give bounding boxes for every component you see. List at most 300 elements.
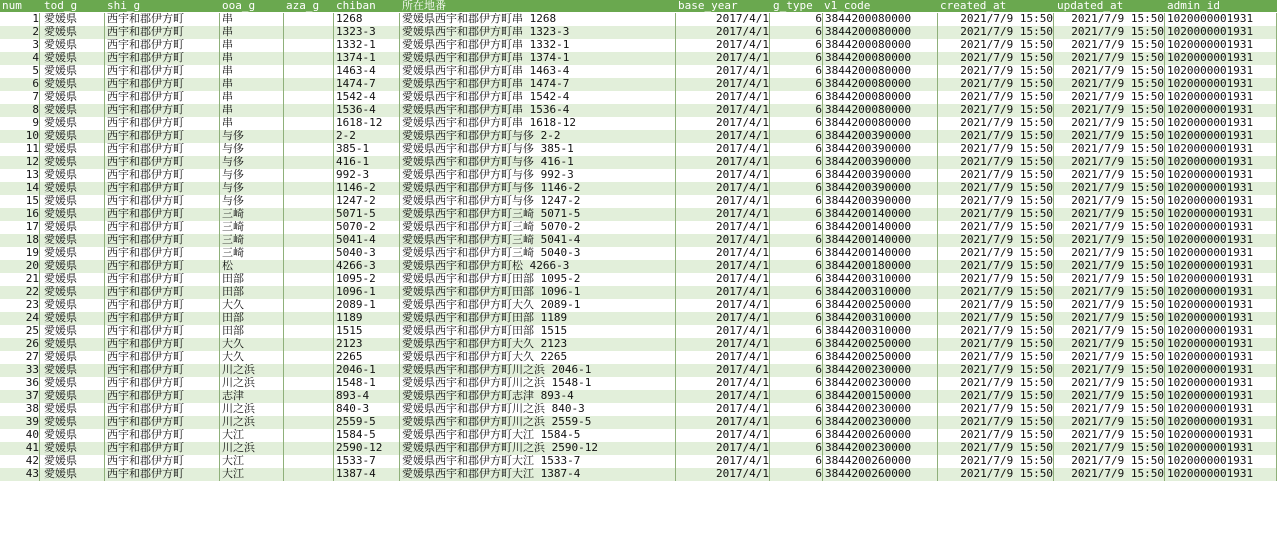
cell-shi-g[interactable]: 西宇和郡伊方町 <box>105 312 220 325</box>
cell-base-year[interactable]: 2017/4/1 <box>676 117 770 130</box>
cell-v1-code[interactable]: 3844200250000 <box>823 338 938 351</box>
header-created-at[interactable]: created_at <box>940 0 1007 12</box>
cell-admin-id[interactable]: 1020000001931 <box>1165 13 1277 26</box>
cell-updated-at[interactable]: 2021/7/9 15:50 <box>1055 351 1165 364</box>
cell-g-type[interactable]: 6 <box>771 130 823 143</box>
cell-aza-g[interactable] <box>284 39 334 52</box>
cell-aza-g[interactable] <box>284 325 334 338</box>
cell-shi-g[interactable]: 西宇和郡伊方町 <box>105 221 220 234</box>
cell-num[interactable]: 24 <box>0 312 40 325</box>
cell-chiban[interactable]: 2089-1 <box>334 299 400 312</box>
cell-num[interactable]: 11 <box>0 143 40 156</box>
cell-admin-id[interactable]: 1020000001931 <box>1165 52 1277 65</box>
cell-address[interactable]: 愛媛県西宇和郡伊方町与侈 1247-2 <box>400 195 676 208</box>
cell-aza-g[interactable] <box>284 273 334 286</box>
cell-ooa-g[interactable]: 三崎 <box>220 247 284 260</box>
cell-v1-code[interactable]: 3844200080000 <box>823 26 938 39</box>
cell-created-at[interactable]: 2021/7/9 15:50 <box>938 403 1054 416</box>
cell-ooa-g[interactable]: 田部 <box>220 273 284 286</box>
cell-aza-g[interactable] <box>284 13 334 26</box>
cell-created-at[interactable]: 2021/7/9 15:50 <box>938 13 1054 26</box>
cell-g-type[interactable]: 6 <box>771 208 823 221</box>
cell-base-year[interactable]: 2017/4/1 <box>676 325 770 338</box>
cell-chiban[interactable]: 1323-3 <box>334 26 400 39</box>
cell-chiban[interactable]: 1474-7 <box>334 78 400 91</box>
cell-aza-g[interactable] <box>284 455 334 468</box>
cell-base-year[interactable]: 2017/4/1 <box>676 195 770 208</box>
cell-created-at[interactable]: 2021/7/9 15:50 <box>938 312 1054 325</box>
cell-shi-g[interactable]: 西宇和郡伊方町 <box>105 273 220 286</box>
cell-shi-g[interactable]: 西宇和郡伊方町 <box>105 117 220 130</box>
cell-v1-code[interactable]: 3844200250000 <box>823 351 938 364</box>
cell-shi-g[interactable]: 西宇和郡伊方町 <box>105 208 220 221</box>
cell-address[interactable]: 愛媛県西宇和郡伊方町三崎 5041-4 <box>400 234 676 247</box>
cell-aza-g[interactable] <box>284 182 334 195</box>
cell-admin-id[interactable]: 1020000001931 <box>1165 182 1277 195</box>
cell-created-at[interactable]: 2021/7/9 15:50 <box>938 104 1054 117</box>
cell-base-year[interactable]: 2017/4/1 <box>676 286 770 299</box>
cell-address[interactable]: 愛媛県西宇和郡伊方町川之浜 2559-5 <box>400 416 676 429</box>
cell-base-year[interactable]: 2017/4/1 <box>676 156 770 169</box>
cell-address[interactable]: 愛媛県西宇和郡伊方町三崎 5071-5 <box>400 208 676 221</box>
cell-v1-code[interactable]: 3844200080000 <box>823 13 938 26</box>
cell-address[interactable]: 愛媛県西宇和郡伊方町与侈 992-3 <box>400 169 676 182</box>
cell-admin-id[interactable]: 1020000001931 <box>1165 286 1277 299</box>
cell-v1-code[interactable]: 3844200080000 <box>823 104 938 117</box>
cell-g-type[interactable]: 6 <box>771 26 823 39</box>
header-shi-g[interactable]: shi_g <box>107 0 141 12</box>
cell-admin-id[interactable]: 1020000001931 <box>1165 169 1277 182</box>
cell-g-type[interactable]: 6 <box>771 260 823 273</box>
cell-chiban[interactable]: 1096-1 <box>334 286 400 299</box>
cell-base-year[interactable]: 2017/4/1 <box>676 13 770 26</box>
cell-admin-id[interactable]: 1020000001931 <box>1165 390 1277 403</box>
cell-v1-code[interactable]: 3844200390000 <box>823 143 938 156</box>
cell-aza-g[interactable] <box>284 221 334 234</box>
cell-num[interactable]: 42 <box>0 455 40 468</box>
cell-shi-g[interactable]: 西宇和郡伊方町 <box>105 429 220 442</box>
cell-g-type[interactable]: 6 <box>771 312 823 325</box>
cell-created-at[interactable]: 2021/7/9 15:50 <box>938 416 1054 429</box>
cell-g-type[interactable]: 6 <box>771 338 823 351</box>
cell-created-at[interactable]: 2021/7/9 15:50 <box>938 221 1054 234</box>
cell-address[interactable]: 愛媛県西宇和郡伊方町与侈 2-2 <box>400 130 676 143</box>
cell-v1-code[interactable]: 3844200180000 <box>823 260 938 273</box>
cell-chiban[interactable]: 2559-5 <box>334 416 400 429</box>
cell-num[interactable]: 39 <box>0 416 40 429</box>
cell-g-type[interactable]: 6 <box>771 169 823 182</box>
cell-shi-g[interactable]: 西宇和郡伊方町 <box>105 325 220 338</box>
cell-base-year[interactable]: 2017/4/1 <box>676 260 770 273</box>
cell-admin-id[interactable]: 1020000001931 <box>1165 273 1277 286</box>
cell-created-at[interactable]: 2021/7/9 15:50 <box>938 468 1054 481</box>
cell-g-type[interactable]: 6 <box>771 182 823 195</box>
cell-v1-code[interactable]: 3844200140000 <box>823 234 938 247</box>
cell-shi-g[interactable]: 西宇和郡伊方町 <box>105 13 220 26</box>
cell-created-at[interactable]: 2021/7/9 15:50 <box>938 390 1054 403</box>
cell-base-year[interactable]: 2017/4/1 <box>676 91 770 104</box>
cell-g-type[interactable]: 6 <box>771 234 823 247</box>
cell-g-type[interactable]: 6 <box>771 364 823 377</box>
cell-g-type[interactable]: 6 <box>771 13 823 26</box>
cell-v1-code[interactable]: 3844200080000 <box>823 65 938 78</box>
cell-updated-at[interactable]: 2021/7/9 15:50 <box>1055 13 1165 26</box>
cell-g-type[interactable]: 6 <box>771 117 823 130</box>
cell-aza-g[interactable] <box>284 104 334 117</box>
cell-updated-at[interactable]: 2021/7/9 15:50 <box>1055 182 1165 195</box>
cell-updated-at[interactable]: 2021/7/9 15:50 <box>1055 403 1165 416</box>
cell-shi-g[interactable]: 西宇和郡伊方町 <box>105 156 220 169</box>
cell-updated-at[interactable]: 2021/7/9 15:50 <box>1055 169 1165 182</box>
cell-tod-g[interactable]: 愛媛県 <box>42 39 105 52</box>
cell-aza-g[interactable] <box>284 286 334 299</box>
cell-shi-g[interactable]: 西宇和郡伊方町 <box>105 130 220 143</box>
cell-tod-g[interactable]: 愛媛県 <box>42 273 105 286</box>
cell-num[interactable]: 26 <box>0 338 40 351</box>
cell-g-type[interactable]: 6 <box>771 351 823 364</box>
cell-created-at[interactable]: 2021/7/9 15:50 <box>938 455 1054 468</box>
cell-aza-g[interactable] <box>284 208 334 221</box>
cell-v1-code[interactable]: 3844200140000 <box>823 208 938 221</box>
cell-aza-g[interactable] <box>284 65 334 78</box>
cell-tod-g[interactable]: 愛媛県 <box>42 182 105 195</box>
cell-v1-code[interactable]: 3844200230000 <box>823 442 938 455</box>
cell-num[interactable]: 17 <box>0 221 40 234</box>
cell-updated-at[interactable]: 2021/7/9 15:50 <box>1055 442 1165 455</box>
cell-aza-g[interactable] <box>284 468 334 481</box>
cell-address[interactable]: 愛媛県西宇和郡伊方町志津 893-4 <box>400 390 676 403</box>
cell-aza-g[interactable] <box>284 364 334 377</box>
cell-tod-g[interactable]: 愛媛県 <box>42 455 105 468</box>
cell-tod-g[interactable]: 愛媛県 <box>42 429 105 442</box>
cell-ooa-g[interactable]: 与侈 <box>220 143 284 156</box>
cell-ooa-g[interactable]: 川之浜 <box>220 403 284 416</box>
cell-v1-code[interactable]: 3844200260000 <box>823 455 938 468</box>
cell-ooa-g[interactable]: 田部 <box>220 312 284 325</box>
cell-admin-id[interactable]: 1020000001931 <box>1165 39 1277 52</box>
cell-chiban[interactable]: 1332-1 <box>334 39 400 52</box>
header-aza-g[interactable]: aza_g <box>286 0 320 12</box>
cell-admin-id[interactable]: 1020000001931 <box>1165 468 1277 481</box>
cell-tod-g[interactable]: 愛媛県 <box>42 312 105 325</box>
cell-address[interactable]: 愛媛県西宇和郡伊方町串 1618-12 <box>400 117 676 130</box>
cell-base-year[interactable]: 2017/4/1 <box>676 468 770 481</box>
cell-shi-g[interactable]: 西宇和郡伊方町 <box>105 286 220 299</box>
cell-ooa-g[interactable]: 川之浜 <box>220 377 284 390</box>
cell-g-type[interactable]: 6 <box>771 104 823 117</box>
cell-tod-g[interactable]: 愛媛県 <box>42 169 105 182</box>
cell-tod-g[interactable]: 愛媛県 <box>42 468 105 481</box>
cell-v1-code[interactable]: 3844200390000 <box>823 195 938 208</box>
cell-v1-code[interactable]: 3844200310000 <box>823 325 938 338</box>
cell-updated-at[interactable]: 2021/7/9 15:50 <box>1055 117 1165 130</box>
cell-g-type[interactable]: 6 <box>771 286 823 299</box>
cell-created-at[interactable]: 2021/7/9 15:50 <box>938 351 1054 364</box>
cell-address[interactable]: 愛媛県西宇和郡伊方町川之浜 840-3 <box>400 403 676 416</box>
cell-ooa-g[interactable]: 与侈 <box>220 182 284 195</box>
cell-created-at[interactable]: 2021/7/9 15:50 <box>938 234 1054 247</box>
cell-num[interactable]: 23 <box>0 299 40 312</box>
cell-created-at[interactable]: 2021/7/9 15:50 <box>938 52 1054 65</box>
cell-updated-at[interactable]: 2021/7/9 15:50 <box>1055 156 1165 169</box>
cell-address[interactable]: 愛媛県西宇和郡伊方町与侈 385-1 <box>400 143 676 156</box>
cell-ooa-g[interactable]: 田部 <box>220 286 284 299</box>
cell-address[interactable]: 愛媛県西宇和郡伊方町田部 1096-1 <box>400 286 676 299</box>
cell-v1-code[interactable]: 3844200140000 <box>823 247 938 260</box>
cell-shi-g[interactable]: 西宇和郡伊方町 <box>105 416 220 429</box>
cell-chiban[interactable]: 1268 <box>334 13 400 26</box>
cell-base-year[interactable]: 2017/4/1 <box>676 104 770 117</box>
cell-num[interactable]: 19 <box>0 247 40 260</box>
cell-tod-g[interactable]: 愛媛県 <box>42 442 105 455</box>
cell-ooa-g[interactable]: 川之浜 <box>220 416 284 429</box>
cell-base-year[interactable]: 2017/4/1 <box>676 247 770 260</box>
cell-aza-g[interactable] <box>284 247 334 260</box>
cell-created-at[interactable]: 2021/7/9 15:50 <box>938 91 1054 104</box>
cell-address[interactable]: 愛媛県西宇和郡伊方町田部 1189 <box>400 312 676 325</box>
cell-shi-g[interactable]: 西宇和郡伊方町 <box>105 377 220 390</box>
cell-g-type[interactable]: 6 <box>771 78 823 91</box>
cell-num[interactable]: 7 <box>0 91 40 104</box>
cell-address[interactable]: 愛媛県西宇和郡伊方町田部 1095-2 <box>400 273 676 286</box>
cell-admin-id[interactable]: 1020000001931 <box>1165 260 1277 273</box>
cell-shi-g[interactable]: 西宇和郡伊方町 <box>105 338 220 351</box>
cell-created-at[interactable]: 2021/7/9 15:50 <box>938 208 1054 221</box>
cell-admin-id[interactable]: 1020000001931 <box>1165 299 1277 312</box>
cell-shi-g[interactable]: 西宇和郡伊方町 <box>105 260 220 273</box>
cell-address[interactable]: 愛媛県西宇和郡伊方町串 1474-7 <box>400 78 676 91</box>
cell-chiban[interactable]: 5070-2 <box>334 221 400 234</box>
cell-v1-code[interactable]: 3844200390000 <box>823 169 938 182</box>
cell-tod-g[interactable]: 愛媛県 <box>42 52 105 65</box>
cell-address[interactable]: 愛媛県西宇和郡伊方町川之浜 2590-12 <box>400 442 676 455</box>
cell-admin-id[interactable]: 1020000001931 <box>1165 143 1277 156</box>
cell-num[interactable]: 43 <box>0 468 40 481</box>
cell-base-year[interactable]: 2017/4/1 <box>676 182 770 195</box>
cell-admin-id[interactable]: 1020000001931 <box>1165 247 1277 260</box>
cell-shi-g[interactable]: 西宇和郡伊方町 <box>105 403 220 416</box>
cell-updated-at[interactable]: 2021/7/9 15:50 <box>1055 338 1165 351</box>
cell-admin-id[interactable]: 1020000001931 <box>1165 117 1277 130</box>
cell-chiban[interactable]: 1533-7 <box>334 455 400 468</box>
cell-created-at[interactable]: 2021/7/9 15:50 <box>938 130 1054 143</box>
cell-admin-id[interactable]: 1020000001931 <box>1165 377 1277 390</box>
cell-base-year[interactable]: 2017/4/1 <box>676 26 770 39</box>
cell-updated-at[interactable]: 2021/7/9 15:50 <box>1055 208 1165 221</box>
cell-ooa-g[interactable]: 田部 <box>220 325 284 338</box>
cell-chiban[interactable]: 5071-5 <box>334 208 400 221</box>
cell-address[interactable]: 愛媛県西宇和郡伊方町田部 1515 <box>400 325 676 338</box>
cell-num[interactable]: 15 <box>0 195 40 208</box>
cell-admin-id[interactable]: 1020000001931 <box>1165 403 1277 416</box>
cell-tod-g[interactable]: 愛媛県 <box>42 156 105 169</box>
cell-tod-g[interactable]: 愛媛県 <box>42 403 105 416</box>
cell-tod-g[interactable]: 愛媛県 <box>42 364 105 377</box>
cell-num[interactable]: 38 <box>0 403 40 416</box>
cell-chiban[interactable]: 1374-1 <box>334 52 400 65</box>
cell-v1-code[interactable]: 3844200250000 <box>823 299 938 312</box>
cell-g-type[interactable]: 6 <box>771 403 823 416</box>
cell-aza-g[interactable] <box>284 26 334 39</box>
cell-g-type[interactable]: 6 <box>771 273 823 286</box>
header-v1-code[interactable]: v1_code <box>824 0 871 12</box>
cell-g-type[interactable]: 6 <box>771 429 823 442</box>
cell-created-at[interactable]: 2021/7/9 15:50 <box>938 182 1054 195</box>
cell-g-type[interactable]: 6 <box>771 299 823 312</box>
cell-address[interactable]: 愛媛県西宇和郡伊方町大江 1387-4 <box>400 468 676 481</box>
cell-updated-at[interactable]: 2021/7/9 15:50 <box>1055 416 1165 429</box>
cell-admin-id[interactable]: 1020000001931 <box>1165 130 1277 143</box>
cell-aza-g[interactable] <box>284 169 334 182</box>
header-address[interactable]: 所在地番 <box>402 0 446 12</box>
cell-created-at[interactable]: 2021/7/9 15:50 <box>938 156 1054 169</box>
cell-ooa-g[interactable]: 三崎 <box>220 234 284 247</box>
cell-aza-g[interactable] <box>284 416 334 429</box>
cell-base-year[interactable]: 2017/4/1 <box>676 169 770 182</box>
cell-v1-code[interactable]: 3844200310000 <box>823 312 938 325</box>
cell-g-type[interactable]: 6 <box>771 39 823 52</box>
cell-num[interactable]: 36 <box>0 377 40 390</box>
cell-admin-id[interactable]: 1020000001931 <box>1165 156 1277 169</box>
cell-chiban[interactable]: 4266-3 <box>334 260 400 273</box>
cell-g-type[interactable]: 6 <box>771 325 823 338</box>
cell-chiban[interactable]: 1189 <box>334 312 400 325</box>
cell-chiban[interactable]: 1536-4 <box>334 104 400 117</box>
cell-address[interactable]: 愛媛県西宇和郡伊方町川之浜 2046-1 <box>400 364 676 377</box>
cell-chiban[interactable]: 840-3 <box>334 403 400 416</box>
cell-base-year[interactable]: 2017/4/1 <box>676 273 770 286</box>
cell-updated-at[interactable]: 2021/7/9 15:50 <box>1055 468 1165 481</box>
cell-base-year[interactable]: 2017/4/1 <box>676 78 770 91</box>
cell-v1-code[interactable]: 3844200230000 <box>823 416 938 429</box>
cell-aza-g[interactable] <box>284 52 334 65</box>
cell-address[interactable]: 愛媛県西宇和郡伊方町三崎 5070-2 <box>400 221 676 234</box>
cell-admin-id[interactable]: 1020000001931 <box>1165 208 1277 221</box>
cell-num[interactable]: 8 <box>0 104 40 117</box>
cell-g-type[interactable]: 6 <box>771 143 823 156</box>
cell-tod-g[interactable]: 愛媛県 <box>42 286 105 299</box>
cell-base-year[interactable]: 2017/4/1 <box>676 221 770 234</box>
cell-updated-at[interactable]: 2021/7/9 15:50 <box>1055 390 1165 403</box>
cell-created-at[interactable]: 2021/7/9 15:50 <box>938 442 1054 455</box>
cell-v1-code[interactable]: 3844200390000 <box>823 182 938 195</box>
cell-chiban[interactable]: 1618-12 <box>334 117 400 130</box>
header-tod-g[interactable]: tod_g <box>44 0 78 12</box>
cell-updated-at[interactable]: 2021/7/9 15:50 <box>1055 299 1165 312</box>
cell-aza-g[interactable] <box>284 78 334 91</box>
cell-ooa-g[interactable]: 大江 <box>220 468 284 481</box>
cell-address[interactable]: 愛媛県西宇和郡伊方町串 1332-1 <box>400 39 676 52</box>
cell-tod-g[interactable]: 愛媛県 <box>42 78 105 91</box>
cell-v1-code[interactable]: 3844200080000 <box>823 39 938 52</box>
cell-aza-g[interactable] <box>284 403 334 416</box>
cell-aza-g[interactable] <box>284 312 334 325</box>
cell-v1-code[interactable]: 3844200080000 <box>823 117 938 130</box>
cell-admin-id[interactable]: 1020000001931 <box>1165 429 1277 442</box>
cell-ooa-g[interactable]: 串 <box>220 39 284 52</box>
cell-address[interactable]: 愛媛県西宇和郡伊方町三崎 5040-3 <box>400 247 676 260</box>
cell-g-type[interactable]: 6 <box>771 195 823 208</box>
cell-shi-g[interactable]: 西宇和郡伊方町 <box>105 39 220 52</box>
cell-base-year[interactable]: 2017/4/1 <box>676 455 770 468</box>
cell-admin-id[interactable]: 1020000001931 <box>1165 325 1277 338</box>
cell-updated-at[interactable]: 2021/7/9 15:50 <box>1055 247 1165 260</box>
cell-ooa-g[interactable]: 大久 <box>220 351 284 364</box>
cell-address[interactable]: 愛媛県西宇和郡伊方町与侈 416-1 <box>400 156 676 169</box>
cell-admin-id[interactable]: 1020000001931 <box>1165 221 1277 234</box>
cell-created-at[interactable]: 2021/7/9 15:50 <box>938 247 1054 260</box>
cell-shi-g[interactable]: 西宇和郡伊方町 <box>105 364 220 377</box>
cell-aza-g[interactable] <box>284 260 334 273</box>
cell-aza-g[interactable] <box>284 117 334 130</box>
cell-address[interactable]: 愛媛県西宇和郡伊方町大久 2089-1 <box>400 299 676 312</box>
cell-num[interactable]: 33 <box>0 364 40 377</box>
cell-ooa-g[interactable]: 串 <box>220 91 284 104</box>
cell-aza-g[interactable] <box>284 156 334 169</box>
cell-updated-at[interactable]: 2021/7/9 15:50 <box>1055 65 1165 78</box>
cell-aza-g[interactable] <box>284 390 334 403</box>
cell-created-at[interactable]: 2021/7/9 15:50 <box>938 273 1054 286</box>
cell-updated-at[interactable]: 2021/7/9 15:50 <box>1055 39 1165 52</box>
cell-tod-g[interactable]: 愛媛県 <box>42 325 105 338</box>
cell-admin-id[interactable]: 1020000001931 <box>1165 26 1277 39</box>
cell-created-at[interactable]: 2021/7/9 15:50 <box>938 299 1054 312</box>
cell-created-at[interactable]: 2021/7/9 15:50 <box>938 117 1054 130</box>
cell-num[interactable]: 9 <box>0 117 40 130</box>
cell-num[interactable]: 22 <box>0 286 40 299</box>
cell-admin-id[interactable]: 1020000001931 <box>1165 65 1277 78</box>
cell-g-type[interactable]: 6 <box>771 416 823 429</box>
cell-num[interactable]: 27 <box>0 351 40 364</box>
cell-updated-at[interactable]: 2021/7/9 15:50 <box>1055 260 1165 273</box>
cell-updated-at[interactable]: 2021/7/9 15:50 <box>1055 78 1165 91</box>
cell-tod-g[interactable]: 愛媛県 <box>42 13 105 26</box>
cell-shi-g[interactable]: 西宇和郡伊方町 <box>105 78 220 91</box>
cell-num[interactable]: 5 <box>0 65 40 78</box>
cell-v1-code[interactable]: 3844200260000 <box>823 468 938 481</box>
cell-tod-g[interactable]: 愛媛県 <box>42 91 105 104</box>
cell-tod-g[interactable]: 愛媛県 <box>42 338 105 351</box>
header-updated-at[interactable]: updated_at <box>1057 0 1124 12</box>
cell-admin-id[interactable]: 1020000001931 <box>1165 78 1277 91</box>
cell-ooa-g[interactable]: 与侈 <box>220 130 284 143</box>
cell-chiban[interactable]: 893-4 <box>334 390 400 403</box>
cell-aza-g[interactable] <box>284 299 334 312</box>
cell-updated-at[interactable]: 2021/7/9 15:50 <box>1055 286 1165 299</box>
cell-ooa-g[interactable]: 川之浜 <box>220 364 284 377</box>
cell-shi-g[interactable]: 西宇和郡伊方町 <box>105 26 220 39</box>
cell-aza-g[interactable] <box>284 195 334 208</box>
cell-created-at[interactable]: 2021/7/9 15:50 <box>938 325 1054 338</box>
cell-ooa-g[interactable]: 与侈 <box>220 156 284 169</box>
cell-num[interactable]: 1 <box>0 13 40 26</box>
cell-aza-g[interactable] <box>284 377 334 390</box>
cell-num[interactable]: 41 <box>0 442 40 455</box>
cell-chiban[interactable]: 2-2 <box>334 130 400 143</box>
cell-aza-g[interactable] <box>284 130 334 143</box>
cell-address[interactable]: 愛媛県西宇和郡伊方町松 4266-3 <box>400 260 676 273</box>
cell-base-year[interactable]: 2017/4/1 <box>676 377 770 390</box>
cell-address[interactable]: 愛媛県西宇和郡伊方町串 1374-1 <box>400 52 676 65</box>
cell-aza-g[interactable] <box>284 429 334 442</box>
cell-num[interactable]: 18 <box>0 234 40 247</box>
header-num[interactable]: num <box>2 0 22 12</box>
cell-g-type[interactable]: 6 <box>771 221 823 234</box>
cell-ooa-g[interactable]: 大江 <box>220 429 284 442</box>
cell-num[interactable]: 2 <box>0 26 40 39</box>
cell-base-year[interactable]: 2017/4/1 <box>676 351 770 364</box>
cell-updated-at[interactable]: 2021/7/9 15:50 <box>1055 273 1165 286</box>
